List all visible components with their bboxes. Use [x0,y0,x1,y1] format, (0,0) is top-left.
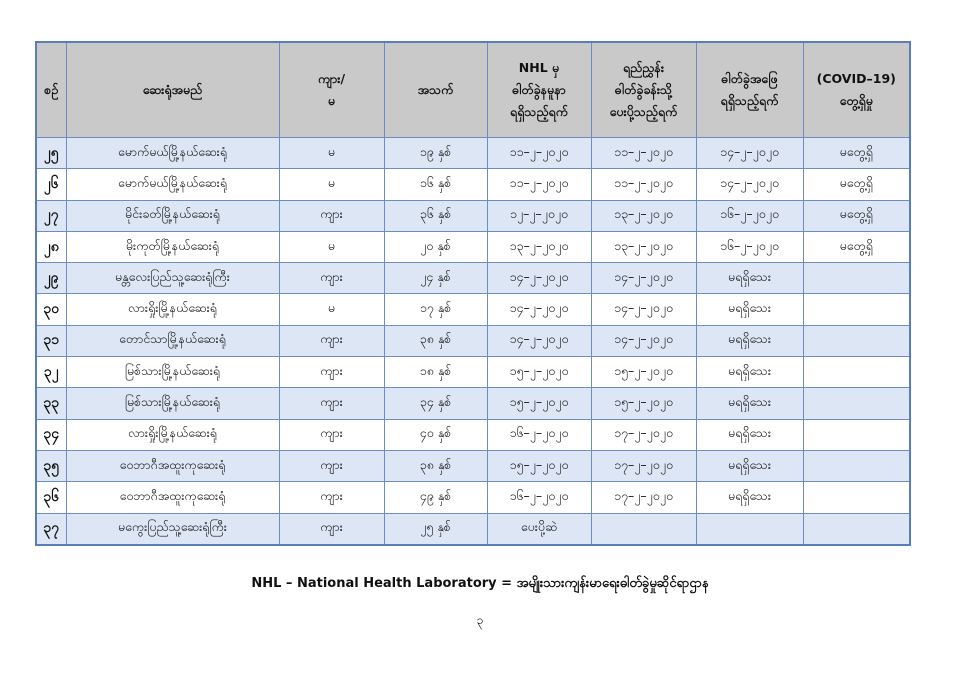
cell-serial-no: ၃၃ [36,388,66,419]
cell-covid19-detection [803,482,910,513]
cell-age: ၃၆ နှစ် [384,200,487,231]
cell-age: ၁၈ နှစ် [384,357,487,388]
cell-nhl-received-date: ၁၆–၂–၂၀၂၀ [487,482,591,513]
header-serial-no: စဉ် [36,42,66,138]
cell-serial-no: ၃၀ [36,294,66,325]
cell-age: ၃၄ နှစ် [384,388,487,419]
cell-serial-no: ၃၇ [36,513,66,545]
cell-covid19-detection: မတွေ့ရှိ [803,231,910,262]
cell-reference-lab-sent-date: ၁၄–၂–၂၀၂၀ [591,294,696,325]
cell-result-received-date [696,513,803,545]
cell-age: ၃၈ နှစ် [384,325,487,356]
table-row [36,169,910,200]
table-body [36,138,910,545]
cell-nhl-received-date: ၁၁–၂–၂၀၂၀ [487,138,591,169]
cell-result-received-date: မရရှိသေး [696,263,803,294]
cell-covid19-detection [803,325,910,356]
cell-covid19-detection: မတွေ့ရှိ [803,138,910,169]
cell-reference-lab-sent-date: ၁၇–၂–၂၀၂၀ [591,450,696,481]
cell-hospital-name: မန္တလေးပြည်သူ့ဆေးရုံကြီး [66,263,279,294]
table-row [36,482,910,513]
cell-nhl-received-date: ၁၄–၂–၂၀၂၀ [487,325,591,356]
cell-sex: ကျား [279,482,384,513]
cell-reference-lab-sent-date: ၁၄–၂–၂၀၂၀ [591,263,696,294]
cell-nhl-received-date: ၁၅–၂–၂၀၂၀ [487,388,591,419]
cell-sex: မ [279,231,384,262]
cell-sex: ကျား [279,325,384,356]
cell-nhl-received-date: ၁၁–၂–၂၀၂၀ [487,169,591,200]
cell-nhl-received-date: ၁၅–၂–၂၀၂၀ [487,450,591,481]
header-age: အသက် [384,42,487,138]
cell-covid19-detection: မတွေ့ရှိ [803,169,910,200]
cell-serial-no: ၂၆ [36,169,66,200]
cell-serial-no: ၃၆ [36,482,66,513]
table-row [36,357,910,388]
table-row [36,513,910,545]
cell-hospital-name: မောက်မယ်မြို့နယ်ဆေးရုံ [66,138,279,169]
table-row [36,450,910,481]
table-row [36,231,910,262]
cell-age: ၄၀ နှစ် [384,419,487,450]
cell-sex: ကျား [279,200,384,231]
cell-covid19-detection [803,263,910,294]
cell-age: ၁၉ နှစ် [384,138,487,169]
table-row [36,200,910,231]
footnote: NHL – National Health Laboratory = အမျိုးသားကျန်းမာရေးဓါတ်ခွဲမှုဆိုင်ရာဌာန [251,576,709,591]
cell-result-received-date: ၁၆–၂–၂၀၂၀ [696,200,803,231]
cell-reference-lab-sent-date: ၁၁–၂–၂၀၂၀ [591,138,696,169]
cell-hospital-name: မြစ်သားမြို့နယ်ဆေးရုံ [66,357,279,388]
cell-result-received-date: ၁၆–၂–၂၀၂၀ [696,231,803,262]
cell-age: ၁၇ နှစ် [384,294,487,325]
cell-serial-no: ၂၈ [36,231,66,262]
cell-sex: ကျား [279,263,384,294]
table-row [36,294,910,325]
cell-reference-lab-sent-date: ၁၇–၂–၂၀၂၀ [591,419,696,450]
cell-sex: မ [279,138,384,169]
cell-hospital-name: မကွေးပြည်သူ့ဆေးရုံကြီး [66,513,279,545]
cell-age: ၂၀ နှစ် [384,231,487,262]
cell-hospital-name: ဝေဘာဂီအထူးကုဆေးရုံ [66,450,279,481]
cell-hospital-name: မိုးကုတ်မြို့နယ်ဆေးရုံ [66,231,279,262]
cell-result-received-date: မရရှိသေး [696,450,803,481]
cell-reference-lab-sent-date: ၁၃–၂–၂၀၂၀ [591,231,696,262]
cell-result-received-date: မရရှိသေး [696,388,803,419]
cell-covid19-detection: မတွေ့ရှိ [803,200,910,231]
cell-serial-no: ၃၁ [36,325,66,356]
header-reference-lab-sent-date: ရည်ညွှန်း ဓါတ်ခွဲခန်းသို့ ပေးပို့သည့်ရက် [591,42,696,138]
cell-sex: ကျား [279,419,384,450]
cell-nhl-received-date: ၁၅–၂–၂၀၂၀ [487,357,591,388]
cell-serial-no: ၂၉ [36,263,66,294]
cell-hospital-name: မြစ်သားမြို့နယ်ဆေးရုံ [66,388,279,419]
cell-result-received-date: ၁၄–၂–၂၀၂၀ [696,169,803,200]
cell-age: ၃၈ နှစ် [384,450,487,481]
cell-covid19-detection [803,513,910,545]
table-row [36,419,910,450]
cell-nhl-received-date: ၁၄–၂–၂၀၂၀ [487,294,591,325]
page-number: ၃ [476,613,484,627]
cell-hospital-name: တောင်သာမြို့နယ်ဆေးရုံ [66,325,279,356]
cell-hospital-name: မောက်မယ်မြို့နယ်ဆေးရုံ [66,169,279,200]
header-sex: ကျား/ မ [279,42,384,138]
cell-result-received-date: ၁၄–၂–၂၀၂၀ [696,138,803,169]
cell-covid19-detection [803,450,910,481]
cell-covid19-detection [803,419,910,450]
cell-reference-lab-sent-date [591,513,696,545]
cell-result-received-date: မရရှိသေး [696,482,803,513]
cell-serial-no: ၃၄ [36,419,66,450]
cell-serial-no: ၂၇ [36,200,66,231]
cell-sex: ကျား [279,513,384,545]
header-result-received-date: ဓါတ်ခွဲအဖြေ ရရှိသည့်ရက် [696,42,803,138]
cell-sex: ကျား [279,450,384,481]
cell-reference-lab-sent-date: ၁၇–၂–၂၀၂၀ [591,482,696,513]
cell-nhl-received-date: ၁၆–၂–၂၀၂၀ [487,419,591,450]
cell-age: ၄၉ နှစ် [384,482,487,513]
cell-covid19-detection [803,388,910,419]
cell-reference-lab-sent-date: ၁၃–၂–၂၀၂၀ [591,200,696,231]
table-row [36,263,910,294]
cell-nhl-received-date: ၁၃–၂–၂၀၂၀ [487,231,591,262]
cell-covid19-detection [803,357,910,388]
header-hospital-name: ဆေးရုံအမည် [66,42,279,138]
cell-hospital-name: လားရှိုးမြို့နယ်ဆေးရုံ [66,419,279,450]
cell-age: ၂၄ နှစ် [384,263,487,294]
cell-serial-no: ၃၅ [36,450,66,481]
table-row [36,388,910,419]
cell-nhl-received-date: ပေးပို့ဆဲ [487,513,591,545]
cell-covid19-detection [803,294,910,325]
cell-sex: မ [279,169,384,200]
table-row [36,325,910,356]
cell-result-received-date: မရရှိသေး [696,419,803,450]
cell-reference-lab-sent-date: ၁၅–၂–၂၀၂၀ [591,357,696,388]
cell-serial-no: ၂၅ [36,138,66,169]
cell-reference-lab-sent-date: ၁၄–၂–၂၀၂၀ [591,325,696,356]
table-header-row [36,42,910,138]
cell-result-received-date: မရရှိသေး [696,294,803,325]
cell-age: ၂၅ နှစ် [384,513,487,545]
header-nhl-received-date: NHL မှ ဓါတ်ခွဲနမူနာ ရရှိသည့်ရက် [487,42,591,138]
cell-sex: မ [279,294,384,325]
cell-sex: ကျား [279,388,384,419]
cell-nhl-received-date: ၁၄–၂–၂၀၂၀ [487,263,591,294]
cell-reference-lab-sent-date: ၁၁–၂–၂၀၂၀ [591,169,696,200]
cell-age: ၁၆ နှစ် [384,169,487,200]
header-covid19-detection: (COVID–19) တွေ့ရှိမှု [803,42,910,138]
cell-serial-no: ၃၂ [36,357,66,388]
cell-hospital-name: မိုင်းခတ်မြို့နယ်ဆေးရုံ [66,200,279,231]
table-row [36,138,910,169]
cell-hospital-name: ဝေဘာဂီအထူးကုဆေးရုံ [66,482,279,513]
cell-result-received-date: မရရှိသေး [696,357,803,388]
cell-sex: ကျား [279,357,384,388]
results-table [35,41,911,546]
cell-result-received-date: မရရှိသေး [696,325,803,356]
cell-hospital-name: လားရှိုးမြို့နယ်ဆေးရုံ [66,294,279,325]
cell-nhl-received-date: ၁၂–၂–၂၀၂၀ [487,200,591,231]
cell-reference-lab-sent-date: ၁၅–၂–၂၀၂၀ [591,388,696,419]
